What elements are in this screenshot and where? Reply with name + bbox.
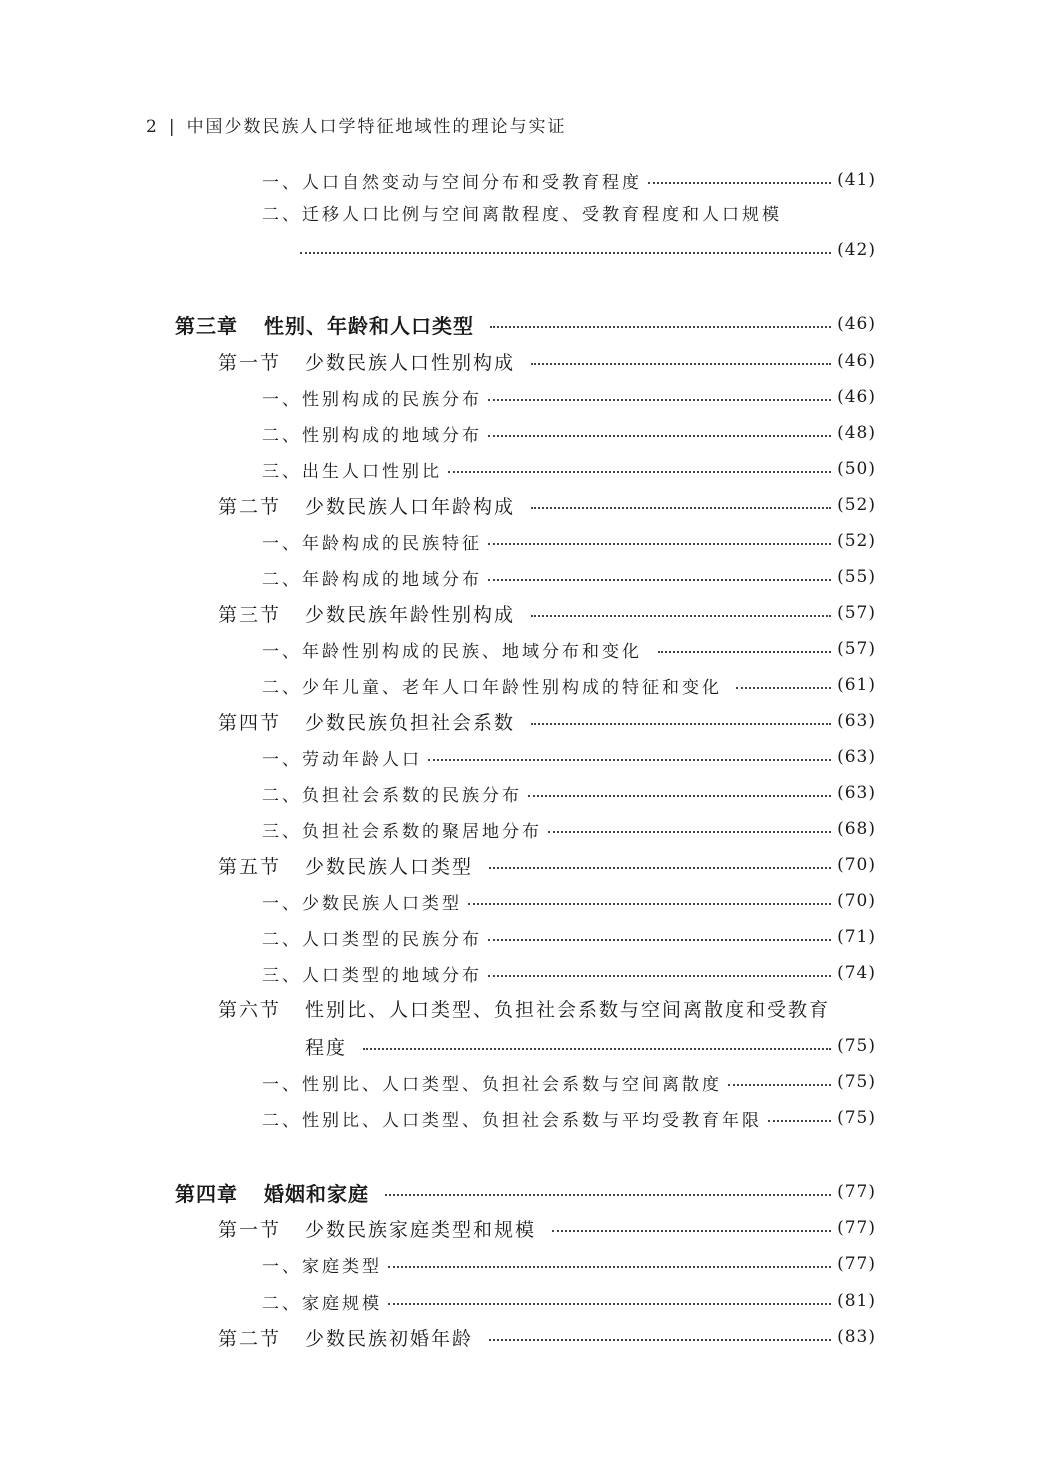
toc-section-label: [218, 708, 515, 735]
toc-entry-page: (42): [837, 240, 876, 260]
section-number: 第一节: [218, 351, 282, 374]
section-number: 第三节: [218, 603, 282, 626]
leader-dots: [490, 326, 831, 328]
leader-dots: [548, 831, 831, 833]
toc-entry-label: 一、年龄构成的民族特征: [262, 533, 482, 554]
toc-entry-label: 二、少年儿童、老年人口年龄性别构成的特征和变化: [262, 677, 722, 698]
leader-dots: [768, 1120, 831, 1122]
toc-section-page: (83): [837, 1327, 876, 1347]
leader-dots: [488, 975, 831, 977]
chapter-number: 第三章: [175, 313, 238, 338]
toc-entry-label: 一、少数民族人口类型: [262, 893, 462, 914]
toc-entry-page: (57): [837, 639, 876, 659]
toc-section[interactable]: [218, 851, 876, 879]
toc-section-page: (52): [837, 495, 876, 515]
toc-entry-page: (61): [837, 675, 876, 695]
toc-entry[interactable]: [300, 236, 876, 264]
toc-section[interactable]: [218, 1214, 876, 1242]
toc-section-label: [218, 348, 515, 375]
section-number: 第五节: [218, 855, 282, 878]
section-number: 第二节: [218, 1327, 282, 1350]
toc-section-page: (46): [837, 351, 876, 371]
toc-entry[interactable]: [262, 815, 876, 843]
toc-entry-label: 二、性别构成的地域分布: [262, 425, 482, 446]
toc-section-page: (70): [837, 855, 876, 875]
toc-entry[interactable]: [262, 1104, 876, 1132]
toc-chapter-label: [175, 310, 474, 339]
toc-chapter-page: (77): [837, 1182, 876, 1202]
header-separator: |: [168, 117, 177, 137]
toc-chapter[interactable]: [175, 310, 876, 338]
leader-dots: [388, 1266, 831, 1268]
toc-section-label: [218, 852, 473, 879]
toc-entry-page: (50): [837, 459, 876, 479]
toc-section-label: [218, 1324, 473, 1351]
section-number: 第二节: [218, 495, 282, 518]
leader-dots: [388, 1303, 831, 1305]
leader-dots: [488, 543, 831, 545]
section-title: 少数民族初婚年龄: [305, 1327, 474, 1350]
toc-entry-page: (41): [837, 170, 876, 190]
toc-entry-page: (71): [837, 927, 876, 947]
toc-section[interactable]: [218, 599, 876, 627]
leader-dots: [428, 759, 831, 761]
toc-entry[interactable]: [262, 959, 876, 987]
toc-section-page: (77): [837, 1218, 876, 1238]
toc-section[interactable]: [218, 347, 876, 375]
toc-entry-label: 一、年龄性别构成的民族、地域分布和变化: [262, 641, 642, 662]
toc-entry-label: 一、性别比、人口类型、负担社会系数与空间离散度: [262, 1074, 722, 1095]
leader-dots: [531, 723, 831, 725]
chapter-number: 第四章: [175, 1181, 238, 1206]
toc-entry-page: (77): [837, 1254, 876, 1274]
leader-dots: [300, 252, 831, 254]
section-title: 少数民族人口类型: [305, 855, 474, 878]
toc-section-label: [218, 492, 515, 519]
toc-entry-label: 一、劳动年龄人口: [262, 749, 422, 770]
leader-dots: [488, 579, 831, 581]
toc-entry-label: 二、人口类型的民族分布: [262, 929, 482, 950]
toc-chapter[interactable]: [175, 1178, 876, 1206]
leader-dots: [488, 939, 831, 941]
toc-entry-label: 二、性别比、人口类型、负担社会系数与平均受教育年限: [262, 1110, 762, 1131]
toc-entry-page: (75): [837, 1072, 876, 1092]
leader-dots: [489, 867, 831, 869]
toc-entry[interactable]: [262, 527, 876, 555]
toc-section[interactable]: [218, 1323, 876, 1351]
toc-section-page: (57): [837, 603, 876, 623]
toc-entry-label: 三、负担社会系数的聚居地分布: [262, 821, 542, 842]
leader-dots: [363, 1048, 831, 1050]
toc-entry-label: 三、出生人口性别比: [262, 461, 442, 482]
leader-dots: [531, 507, 831, 509]
chapter-title: 性别、年龄和人口类型: [264, 313, 474, 338]
section-title: 少数民族人口年龄构成: [305, 495, 516, 518]
section-title-continued: 程度: [305, 1036, 348, 1059]
header-book-title: 中国少数民族人口学特征地域性的理论与实证: [186, 117, 567, 137]
leader-dots: [468, 903, 831, 905]
leader-dots: [448, 471, 831, 473]
header-page-number: 2: [146, 117, 159, 137]
toc-entry-page: (68): [837, 819, 876, 839]
section-number: 第一节: [218, 1218, 282, 1241]
toc-section-label: [218, 600, 515, 627]
leader-dots: [552, 1230, 831, 1232]
toc-entry-page: (81): [837, 1291, 876, 1311]
toc-entry-label: 一、人口自然变动与空间分布和受教育程度: [262, 172, 642, 193]
toc-entry-label: 二、家庭规模: [262, 1293, 382, 1314]
toc-entry[interactable]: [262, 923, 876, 951]
chapter-title: 婚姻和家庭: [264, 1181, 369, 1206]
toc-entry-label: 二、负担社会系数的民族分布: [262, 785, 522, 806]
toc-entry[interactable]: [262, 779, 876, 807]
toc-entry-page: (74): [837, 963, 876, 983]
leader-dots: [648, 182, 831, 184]
section-title: 性别比、人口类型、负担社会系数与空间离散度和受教育: [305, 999, 831, 1021]
toc-entry-label: 一、性别构成的民族分布: [262, 389, 482, 410]
section-title: 少数民族年龄性别构成: [305, 603, 516, 626]
toc-entry-page: (52): [837, 531, 876, 551]
toc-section[interactable]: [218, 491, 876, 519]
toc-entry-page: (48): [837, 423, 876, 443]
toc-entry-page: (70): [837, 891, 876, 911]
toc-section[interactable]: [218, 707, 876, 735]
toc-chapter-page: (46): [837, 314, 876, 334]
leader-dots: [728, 1084, 831, 1086]
toc-entry[interactable]: [262, 1250, 876, 1278]
toc-entry[interactable]: [262, 383, 876, 411]
section-title: 少数民族家庭类型和规模: [305, 1218, 537, 1241]
toc-entry-page: (46): [837, 387, 876, 407]
section-title: 少数民族负担社会系数: [305, 711, 516, 734]
leader-dots: [531, 363, 831, 365]
toc-entry[interactable]: [262, 887, 876, 915]
toc-entry[interactable]: [262, 743, 876, 771]
toc-entry[interactable]: [262, 1068, 876, 1096]
section-title: 少数民族人口性别构成: [305, 351, 516, 374]
toc-entry-page: (55): [837, 567, 876, 587]
leader-dots: [488, 399, 831, 401]
toc-entry[interactable]: [262, 1287, 876, 1315]
toc-chapter-label: [175, 1178, 369, 1207]
toc-entry[interactable]: [262, 671, 876, 699]
leader-dots: [385, 1194, 831, 1196]
toc-entry[interactable]: [262, 635, 876, 663]
section-number: 第六节: [218, 999, 282, 1021]
toc-entry[interactable]: [262, 455, 876, 483]
leader-dots: [488, 435, 831, 437]
toc-section-title-line1[interactable]: [218, 996, 830, 1024]
toc-entry-label: 二、年龄构成的地域分布: [262, 569, 482, 590]
leader-dots: [528, 795, 831, 797]
toc-entry-page: (63): [837, 783, 876, 803]
leader-dots: [658, 651, 831, 653]
toc-section-label: [218, 1215, 536, 1242]
toc-entry-page: (75): [837, 1108, 876, 1128]
leader-dots: [736, 687, 831, 689]
toc-section-page: (75): [837, 1036, 876, 1056]
toc-entry-page: (63): [837, 747, 876, 767]
toc-entry-label: 三、人口类型的地域分布: [262, 965, 482, 986]
leader-dots: [489, 1339, 831, 1341]
toc-entry-label: 一、家庭类型: [262, 1256, 382, 1277]
toc-entry-label-line1[interactable]: 二、迁移人口比例与空间离散程度、受教育程度和人口规模: [262, 205, 782, 225]
toc-entry[interactable]: [262, 419, 876, 447]
toc-entry[interactable]: [262, 563, 876, 591]
toc-section[interactable]: [305, 1032, 876, 1060]
toc-section-page: (63): [837, 711, 876, 731]
toc-entry[interactable]: [262, 166, 876, 194]
leader-dots: [531, 615, 831, 617]
section-number: 第四节: [218, 711, 282, 734]
